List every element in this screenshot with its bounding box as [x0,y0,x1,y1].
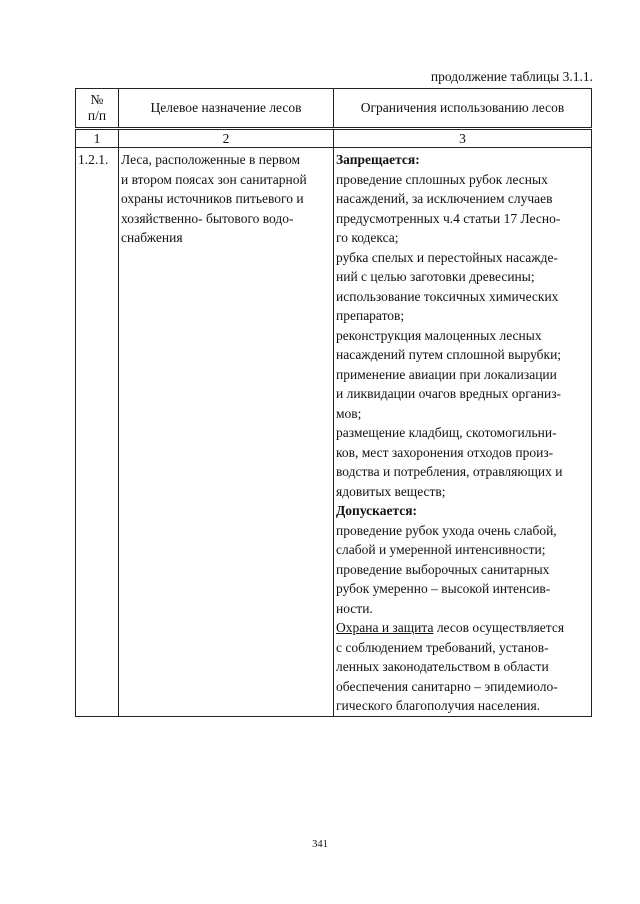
prohibited-heading: Запрещается: [336,152,420,167]
prohibited-line: предусмотренных ч.4 статьи 17 Лесно- [336,210,561,226]
purpose-line: хозяйственно- бытового водо- [121,210,294,226]
prohibited-line: проведение сплошных рубок лесных [336,171,548,187]
allowed-heading: Допускается: [336,503,418,518]
protection-first-line-rest: лесов осуществляется [433,620,565,635]
prohibited-line: ков, мест захоронения отходов произ- [336,444,554,460]
prohibited-line: реконструкция малоценных лесных [336,327,542,343]
table-continuation-caption: продолжение таблицы 3.1.1. [430,69,593,84]
prohibited-line: насаждений, за исключением случаев [336,191,553,206]
column-number-2: 2 [119,129,334,148]
purpose-line: и втором поясах зон санитарной [121,171,307,187]
prohibited-line: и ликвидации очагов вредных организ- [336,386,562,401]
row-limits-cell [334,148,592,717]
header-num-cell [76,89,119,129]
allowed-line: проведение рубок ухода очень слабой, [336,522,557,538]
allowed-line: рубок умеренно – высокой интенсив- [336,581,551,596]
protection-underlined-term: Охрана и защита [336,620,434,635]
protection-line: обеспечения санитарно – эпидемиоло- [336,678,558,694]
prohibited-line: препаратов; [336,308,405,323]
prohibited-line: мов; [336,405,362,421]
allowed-line: проведение выборочных санитарных [336,561,550,577]
header-limits-cell: Ограничения использованию лесов [334,89,592,129]
purpose-line: охраны источников питьевого и [121,191,304,206]
allowed-line: ности. [336,600,373,616]
page-number: 341 [312,839,328,850]
prohibited-line: ядовитых веществ; [336,483,446,499]
prohibited-line: использование токсичных химических [336,288,559,304]
protection-line: с соблюдением требований, установ- [336,639,549,655]
row-number-cell [76,148,119,717]
forest-use-restrictions-table [75,88,592,717]
column-number-row [76,129,592,148]
prohibited-line: размещение кладбищ, скотомогильни- [336,425,557,440]
column-number-3: 3 [334,129,592,148]
allowed-line: слабой и умеренной интенсивности; [336,542,546,557]
table-header-row [76,89,592,129]
purpose-line: Леса, расположенные в первом [121,152,301,167]
prohibited-line: рубка спелых и перестойных насажде- [336,249,558,265]
header-num-abbrev: п/п [87,108,107,123]
row-number: 1.2.1. [78,152,109,167]
protection-line: ленных законодательством в области [336,659,549,674]
prohibited-line: применение авиации при локализации [336,366,557,382]
table-row [76,148,592,717]
protection-line: гического благополучия населения. [336,698,541,713]
header-purpose-cell: Целевое назначение лесов [119,89,334,129]
prohibited-line: ний с целью заготовки древесины; [336,269,535,284]
prohibited-line: го кодекса; [336,230,399,245]
column-number-1: 1 [76,129,119,148]
row-purpose-cell [119,148,334,717]
header-num-symbol: № [90,92,104,107]
purpose-line: снабжения [121,230,183,245]
protection-first-line [336,618,589,638]
prohibited-line: насаждений путем сплошной вырубки; [336,347,562,362]
prohibited-line: водства и потребления, отравляющих и [336,464,563,479]
